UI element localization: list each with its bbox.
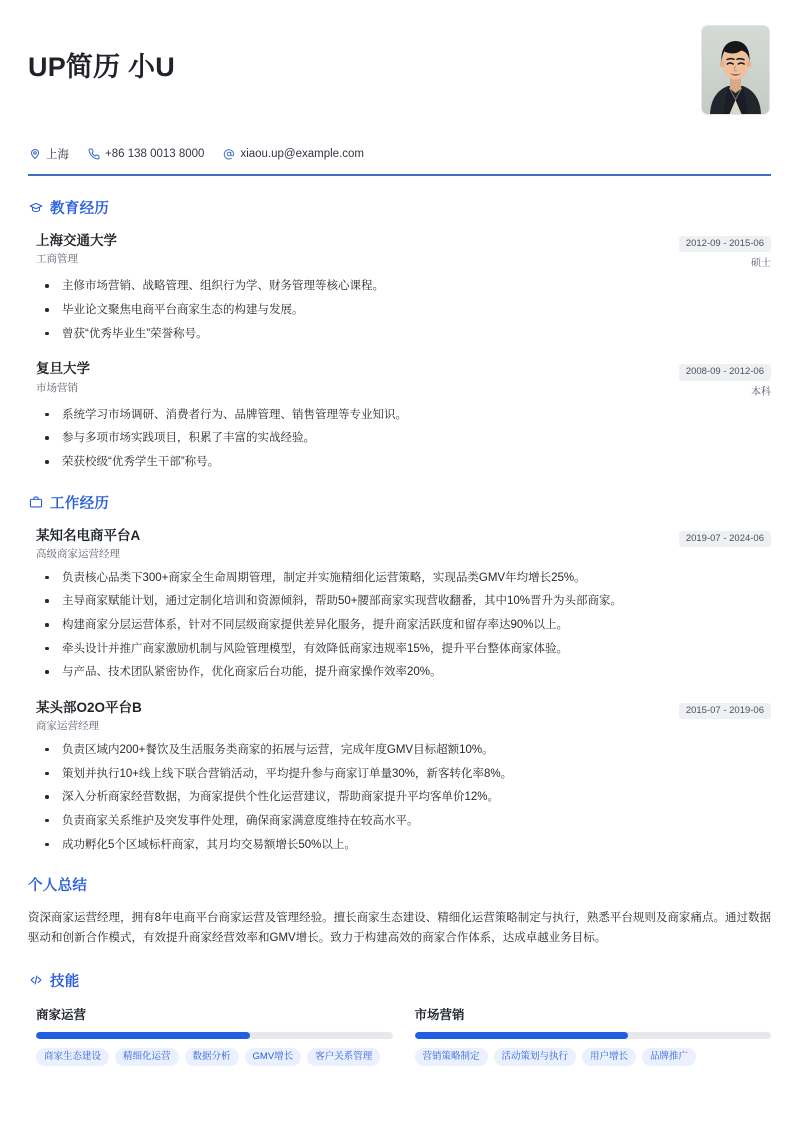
- contact-phone: [87, 148, 204, 161]
- date-badge: 2012-09 - 2015-06: [679, 236, 771, 252]
- bullet-item: 荣获校级“优秀学生干部”称号。: [36, 454, 771, 471]
- skill-group: [415, 1005, 772, 1066]
- skill-tag: 商家生态建设: [36, 1048, 109, 1066]
- skill-level-bar: [36, 1032, 393, 1039]
- entry-bullets: [36, 407, 771, 471]
- entry-bullets: [36, 742, 771, 853]
- skills-grid: [28, 1005, 771, 1066]
- skill-group-name: 市场营销: [414, 1007, 465, 1022]
- skill-level-fill: [415, 1032, 629, 1039]
- skill-tag: 数据分析: [185, 1048, 239, 1066]
- entry-organization: 复旦大学: [36, 361, 90, 377]
- entry-job-title: 商家运营经理: [36, 720, 99, 733]
- section-education: [28, 197, 771, 471]
- entry-header: [36, 360, 771, 398]
- bullet-item: 与产品、技术团队紧密协作，优化商家后台功能，提升商家操作效率20%。: [36, 664, 771, 681]
- section-skills-header: [28, 970, 771, 991]
- entry-main: [36, 360, 90, 395]
- skill-tag: 用户增长: [582, 1048, 636, 1066]
- section-skills-title: 技能: [50, 973, 80, 990]
- bullet-item: 成功孵化5个区域标杆商家，其月均交易额增长50%以上。: [36, 837, 771, 854]
- date-badge: 2015-07 - 2019-06: [679, 703, 771, 719]
- entry-header: [36, 699, 771, 734]
- bullet-item: 负责核心品类下300+商家全生命周期管理，制定并实施精细化运营策略，实现品类GMV年均增长25%。: [36, 570, 771, 587]
- entry-meta: [679, 699, 771, 719]
- phone-icon: [87, 148, 100, 161]
- contact-location: [28, 146, 69, 162]
- section-education-header: [28, 197, 771, 218]
- section-education-title: 教育经历: [50, 201, 110, 217]
- bullet-item: 负责区域内200+餐饮及生活服务类商家的拓展与运营，完成年度GMV目标超额10%。: [36, 742, 771, 759]
- skill-tag: GMV增长: [245, 1048, 302, 1066]
- avatar: [702, 26, 769, 114]
- entry-degree: 本科: [751, 386, 771, 398]
- contact-email-label: xiaou.up@example.com: [240, 148, 364, 160]
- header-left: [28, 26, 702, 83]
- entry-company: 某头部O2O平台B: [36, 700, 142, 716]
- contact-phone-label: +86 138 0013 8000: [105, 148, 205, 160]
- skill-level-fill: [36, 1032, 250, 1039]
- resume-header: [28, 22, 771, 114]
- entry-main: [36, 699, 142, 734]
- contact-location-label: 上海: [46, 149, 69, 161]
- entry-company: 某知名电商平台A: [36, 527, 141, 543]
- entry-major: 工商管理: [36, 253, 78, 266]
- code-brackets-icon: [28, 973, 43, 988]
- bullet-item: 主修市场营销、战略管理、组织行为学、财务管理等核心课程。: [36, 278, 771, 295]
- work-entry: [28, 699, 771, 853]
- graduation-cap-icon: [28, 200, 43, 215]
- section-summary: [28, 874, 771, 948]
- page-title: UP简历 小U: [28, 52, 175, 82]
- entry-bullets: [36, 570, 771, 681]
- skill-tag: 客户关系管理: [307, 1048, 380, 1066]
- bullet-item: 牵头设计并推广商家激励机制与风险管理模型，有效降低商家违规率15%，提升平台整体商家体验。: [36, 641, 771, 658]
- skill-tags: [36, 1048, 393, 1066]
- bullet-item: 参与多项市场实践项目，积累了丰富的实战经验。: [36, 430, 771, 447]
- portrait-photo-icon: [702, 26, 769, 114]
- bullet-item: 主导商家赋能计划，通过定制化培训和资源倾斜，帮助50+腰部商家实现营收翻番，其中10%晋升为头部商家。: [36, 593, 771, 610]
- skill-tag: 品牌推广: [642, 1048, 696, 1066]
- entry-organization: 上海交通大学: [36, 233, 117, 248]
- section-work-header: [28, 492, 771, 513]
- entry-header: [36, 232, 771, 270]
- entry-header: [36, 527, 771, 562]
- entry-meta: [679, 527, 771, 547]
- bullet-item: 负责商家关系维护及突发事件处理，确保商家满意度维持在较高水平。: [36, 813, 771, 830]
- entry-meta: [679, 232, 771, 270]
- bullet-item: 毕业论文聚焦电商平台商家生态的构建与发展。: [36, 302, 771, 319]
- location-pin-icon: [28, 148, 41, 161]
- email-at-icon: [222, 148, 235, 161]
- header-divider: [28, 174, 771, 176]
- entry-bullets: [36, 278, 771, 342]
- entry-major: 市场营销: [36, 381, 78, 394]
- skill-level-bar: [415, 1032, 772, 1039]
- skill-group: [36, 1005, 393, 1066]
- work-entry: [28, 527, 771, 681]
- entry-main: [36, 232, 117, 267]
- entry-job-title: 高级商家运营经理: [36, 548, 120, 561]
- skill-tag: 营销策略制定: [415, 1048, 488, 1066]
- briefcase-icon: [28, 495, 43, 510]
- bullet-item: 曾获“优秀毕业生”荣誉称号。: [36, 326, 771, 343]
- bullet-item: 策划并执行10+线上线下联合营销活动，平均提升参与商家订单量30%，新客转化率8%。: [36, 766, 771, 783]
- bullet-item: 深入分析商家经营数据，为商家提供个性化运营建议，帮助商家提升平均客单价12%。: [36, 789, 771, 806]
- bullet-item: 构建商家分层运营体系，针对不同层级商家提供差异化服务，提升商家活跃度和留存率达90%以上。: [36, 617, 771, 634]
- education-entry: [28, 360, 771, 470]
- entry-degree: 硕士: [751, 258, 771, 270]
- skill-group-name: 商家运营: [36, 1007, 87, 1022]
- section-work-title: 工作经历: [50, 495, 110, 512]
- section-summary-title: 个人总结: [28, 878, 88, 895]
- section-work: [28, 492, 771, 853]
- summary-text: 资深商家运营经理，拥有8年电商平台商家运营及管理经验。擅长商家生态建设、精细化运营策略制定与执行，熟悉平台规则及商家痛点。通过数据驱动和创新合作模式，有效提升商家经营效率和GMV增长。致力于构建高效的商家合作体系，达成卓越业务目标。: [28, 912, 771, 945]
- contact-row: [28, 146, 771, 162]
- skill-tag: 活动策划与执行: [494, 1048, 577, 1066]
- date-badge: 2019-07 - 2024-06: [679, 531, 771, 547]
- contact-email: [222, 148, 364, 161]
- skill-tags: [415, 1048, 772, 1066]
- entry-meta: [679, 360, 771, 398]
- bullet-item: 系统学习市场调研、消费者行为、品牌管理、销售管理等专业知识。: [36, 407, 771, 424]
- skill-tag: 精细化运营: [115, 1048, 179, 1066]
- section-skills: [28, 970, 771, 1066]
- date-badge: 2008-09 - 2012-06: [679, 364, 771, 380]
- education-entry: [28, 232, 771, 342]
- entry-main: [36, 527, 140, 562]
